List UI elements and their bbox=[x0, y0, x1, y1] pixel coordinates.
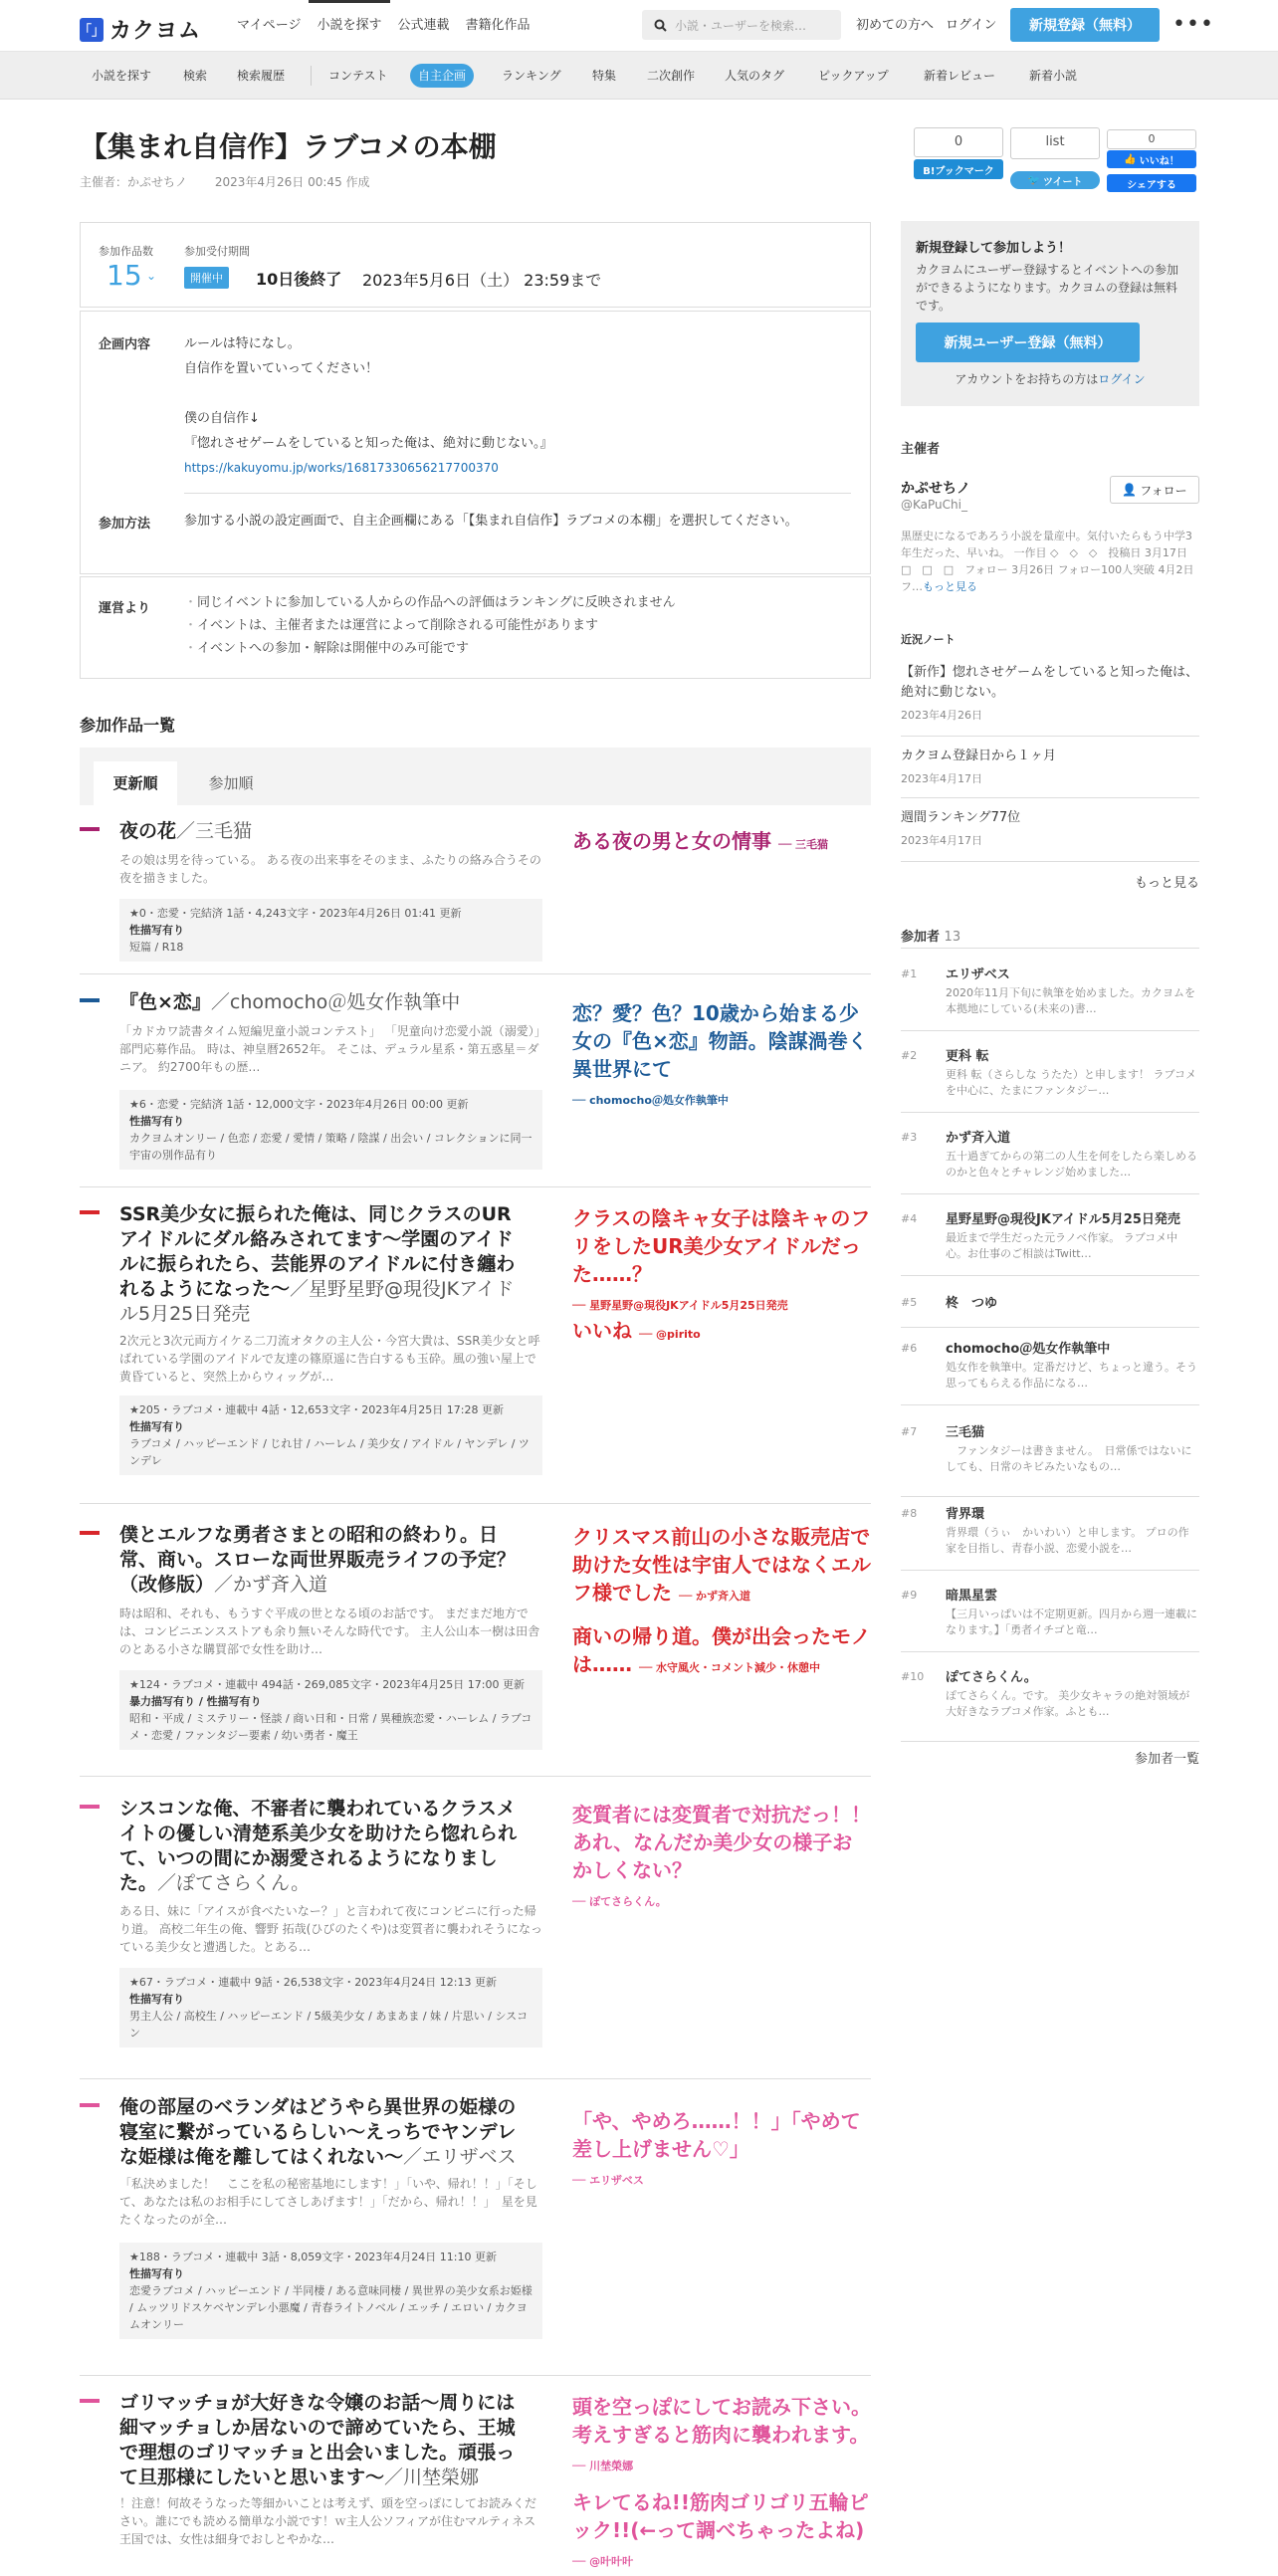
catchphrase: ある夜の男と女の情事 ── 三毛猫 bbox=[572, 829, 829, 853]
subnav-self-project[interactable]: 自主企画 bbox=[410, 64, 474, 88]
method-label: 参加方法 bbox=[99, 517, 151, 532]
tab-updated[interactable]: 更新順 bbox=[94, 761, 177, 805]
twitter-icon: 🐦 bbox=[1027, 174, 1040, 186]
subnav-reviews[interactable]: 新着レビュー bbox=[924, 69, 996, 83]
content-line: 僕の自信作↓ bbox=[184, 411, 260, 426]
register-button[interactable]: 新規登録（無料） bbox=[1010, 8, 1160, 42]
remaining-days: 10日後終了 bbox=[256, 270, 342, 289]
work-stats: ★67・ラブコメ・連載中 9話・26,538文字・2023年4月24日 12:13 更新 bbox=[129, 1976, 497, 1989]
status-badge: 開催中 bbox=[184, 267, 229, 289]
catchphrase: 変質者には変質者で対抗だっ！！あれ、なんだか美少女の様子おかしくない？ ── ぽてさらくん。 bbox=[572, 1803, 871, 1908]
signup-title: 新規登録して参加しよう！ bbox=[916, 241, 1072, 256]
divider bbox=[80, 973, 871, 974]
note-item[interactable]: 【新作】惚れさせゲームをしていると知った俺は、絶対に動じない。 2023年4月26日 bbox=[901, 661, 1199, 737]
signup-button[interactable]: 新規ユーザー登録（無料） bbox=[916, 322, 1140, 362]
more-menu-icon[interactable]: ••• bbox=[1172, 12, 1214, 37]
note-item[interactable]: カクヨム登録日から１ヶ月 2023年4月17日 bbox=[901, 745, 1199, 798]
work-stats: ★6・恋愛・完結済 1話・12,000文字・2023年4月26日 00:00 更新 bbox=[129, 1098, 469, 1111]
work-info bbox=[119, 1968, 542, 2047]
ops-label: 運営より bbox=[99, 601, 151, 616]
work-info bbox=[119, 2243, 542, 2339]
work-desc: 「カドカワ読書タイム短編児童小説コンテスト」 「児童向け恋愛小説（溺愛）」部門応募作品。 時は、神皇暦2652年。 そこは、デュラル星系・第五惑星＝ダニア。 約2700年もの歴… bbox=[119, 1024, 540, 1074]
logo-text: カクヨム bbox=[109, 19, 202, 44]
search-input[interactable] bbox=[642, 10, 841, 40]
work-stats: ★0・恋愛・完結済 1話・4,243文字・2023年4月26日 01:41 更新 bbox=[129, 907, 462, 920]
logo-mark: 「」 bbox=[80, 18, 104, 42]
genre-bar bbox=[80, 1210, 100, 1214]
sidebar-login-link[interactable]: ログイン bbox=[1098, 372, 1146, 386]
work-desc: 「私決めました！ ここを私の秘密基地にします！」「いや、帰れ！！」「そして、あなたは私のお相手にしてさしあげます！」「だから、帰れ！！」 星を見たくなったのが全… bbox=[119, 2177, 537, 2227]
subnav-tags[interactable]: 人気のタグ bbox=[725, 69, 785, 83]
person-add-icon: 👤 bbox=[1122, 483, 1138, 497]
catchphrase: 恋？愛？色？10歳から始まる少女の『色×恋』物語。陰謀渦巻く異世界にて ── chomocho＠処女作執筆中 bbox=[572, 1001, 868, 1107]
fb-share-button[interactable]: シェアする bbox=[1107, 174, 1196, 192]
work-item bbox=[80, 1202, 871, 1491]
subnav-history[interactable]: 検索履歴 bbox=[237, 69, 286, 83]
work-desc: 2次元と3次元両方イケる二刀流オタクの主人公・今宮大貴は、SSR美少女と呼ばれている学園のアイドルで友達の篠原遥に告白するも玉砕。風の強い屋上で黄昏ていると、突然上からウィッグが… bbox=[119, 1334, 540, 1384]
work-title[interactable]: 『色×恋』／chomocho＠処女作執筆中 bbox=[119, 991, 461, 1013]
deadline: 2023年5月6日（土） 23:59まで bbox=[362, 271, 602, 290]
notes-more-link[interactable]: もっと見る bbox=[1134, 876, 1199, 891]
content-blank bbox=[184, 381, 553, 406]
catchphrase: クリスマス前山の小さな販売店で助けた女性は宇宙人ではなくエルフ様でした ── かず斉入道 bbox=[572, 1525, 871, 1605]
content-link[interactable]: https://kakuyomu.jp/works/16817330656217700370 bbox=[184, 461, 499, 475]
work-stats: ★124・ラブコメ・連載中 494話・269,085文字・2023年4月25日 17:00 更新 bbox=[129, 1678, 525, 1691]
ops-item: ・イベントは、主催者または運営によって削除される可能性があります bbox=[184, 618, 599, 633]
hatena-bookmark-button[interactable]: B!ブックマーク bbox=[914, 159, 1003, 179]
organizer-name[interactable]: かぷせちノ bbox=[901, 481, 970, 497]
tweet-button[interactable]: 🐦 ツイート bbox=[1010, 171, 1100, 189]
work-info bbox=[119, 1670, 542, 1750]
participants-heading: 参加者 13 bbox=[901, 930, 961, 945]
work-title[interactable]: シスコンな俺、不審者に襲われているクラスメイトの優しい清楚系美少女を助けたら惚れられて、いつの間にか溺愛されるようになりました。／ぽてさらくん。 bbox=[119, 1798, 518, 1894]
main-nav bbox=[229, 0, 538, 52]
tab-joined[interactable]: 参加順 bbox=[208, 774, 254, 792]
work-title[interactable]: 夜の花／三毛猫 bbox=[119, 820, 253, 842]
work-desc: ！注意！何故そうなった等細かいことは考えず、頭を空っぽにしてお読みください。誰にでも読める簡単な小説です！ｗ主人公ソフィアが住むマルティネス王国では、女性は細身でおしとやかな… bbox=[119, 2496, 537, 2546]
work-item bbox=[80, 1523, 871, 1762]
catchphrase: キレてるね!!筋肉ゴリゴリ五輪ピック!!(←って調べちゃったよね) ── @叶叶叶 bbox=[572, 2490, 869, 2568]
participant-item[interactable]: #1 エリザベス 2020年11月下旬に執筆を始めました。カクヨムを本拠地にしている(未来の)書… bbox=[901, 964, 1199, 1031]
participant-item[interactable]: #10 ぽてさらくん。 ぽてさらくん。です。 美少女キャラの絶対領域が大好きなラブコメ作家。ふとも… bbox=[901, 1666, 1199, 1742]
subnav-divider bbox=[311, 66, 312, 86]
ops-item: ・同じイベントに参加している人からの作品への評価はランキングに反映されません bbox=[184, 595, 676, 610]
divider bbox=[80, 1186, 871, 1187]
ops-item: ・イベントへの参加・解除は開催中のみ可能です bbox=[184, 641, 470, 656]
participant-item[interactable]: #3 かず斉入道 五十過ぎてからの第二の人生を何をしたら楽しめるのかと色々とチャレンジ始めました… bbox=[901, 1127, 1199, 1194]
divider bbox=[80, 2078, 871, 2079]
work-item bbox=[80, 819, 871, 968]
nav-mypage[interactable]: マイページ bbox=[237, 18, 302, 33]
fb-count: 0 bbox=[1107, 129, 1196, 149]
work-author[interactable]: ／エリザベス bbox=[403, 2146, 517, 2168]
subnav-ranking[interactable]: ランキング bbox=[502, 69, 561, 83]
work-item bbox=[80, 2095, 871, 2344]
catchphrase: 商いの帰り道。僕が出会ったモノは…… ── 水守風火・コメント減少・休憩中 bbox=[572, 1624, 871, 1676]
work-tags[interactable]: 短篇 / R18 bbox=[129, 941, 184, 954]
participant-item[interactable]: #7 三毛猫 ファンタジーは書きません。 日常係ではないにしても、日常のキビみたいなもの… bbox=[901, 1421, 1199, 1497]
work-title[interactable]: SSR美少女に振られた俺は、同じクラスのUR アイドルにダル絡みされてます〜学園のアイドルに振られたら、芸能界のアイドルに付き纏われるようになった〜／星野星野@現役JKアイドル5月25日発売 bbox=[119, 1203, 516, 1325]
participants-more-link[interactable]: 参加者一覧 bbox=[1134, 1752, 1199, 1767]
genre-bar bbox=[80, 2399, 100, 2403]
work-author[interactable]: ／三毛猫 bbox=[176, 820, 253, 842]
catchphrase: 頭を空っぽにしてお読み下さい。考えすぎると筋肉に襲われます。 ── 川埜榮娜 bbox=[572, 2395, 871, 2472]
work-rating: 暴力描写有り / 性描写有り bbox=[129, 1695, 262, 1708]
organizer-section bbox=[901, 438, 1205, 593]
catchphrase: クラスの陰キャ女子は陰キャのフリをしたUR美少女アイドルだった……？ ── 星野星野@現役JKアイドル5月25日発売 bbox=[572, 1206, 871, 1312]
work-title[interactable]: 僕とエルフな勇者さまとの昭和の終わり。日常、商い。スローな両世界販売ライフの予定？（改修版）／かず斉入道 bbox=[119, 1524, 516, 1596]
work-desc: その娘は男を待っている。 ある夜の出来事をそのまま、ふたりの絡み合うその夜を描きました。 bbox=[119, 853, 541, 885]
subnav-new-novels[interactable]: 新着小説 bbox=[1029, 69, 1078, 83]
details-box bbox=[80, 311, 871, 574]
work-author[interactable]: ／川埜榮娜 bbox=[384, 2467, 480, 2488]
genre-bar bbox=[80, 998, 100, 1002]
list-button[interactable]: list bbox=[1010, 127, 1100, 159]
work-tags[interactable]: 恋愛ラブコメ / ハッピーエンド / 半同棲 / ある意味同棲 / 異世界の美少女系お姫様 / ムッツリドスケベヤンデレ小悪魔 / 青春ライトノベル / エッチ / エロい / カクヨムオンリー bbox=[129, 2284, 532, 2331]
participant-item[interactable]: #2 更科 転 更科 転（さらしな うたた）と申します！ ラブコメを中心に、たまにファンタジー… bbox=[901, 1045, 1199, 1113]
divider bbox=[80, 1503, 871, 1504]
page-title: 【集まれ自信作】ラブコメの本棚 bbox=[80, 130, 497, 163]
chevron-down-icon[interactable]: ⌄ bbox=[146, 269, 157, 283]
created-date: 2023年4月26日 00:45 作成 bbox=[214, 175, 370, 189]
catchphrase: 「や、やめろ……！！」「やめて差し上げません♡」 ── エリザベス bbox=[572, 2109, 861, 2187]
catchphrase: いいね ── @pirito bbox=[572, 1319, 701, 1343]
work-rating: 性描写有り bbox=[129, 1993, 184, 2006]
work-info bbox=[119, 1090, 542, 1170]
participant-item[interactable]: #8 背界環 背界環（うぃ かいわい）と申します。 プロの作家を目指し、青春小説、恋愛小説を… bbox=[901, 1503, 1199, 1571]
work-rating: 性描写有り bbox=[129, 1420, 184, 1433]
work-stats: ★205・ラブコメ・連載中 4話・12,653文字・2023年4月25日 17:28 更新 bbox=[129, 1403, 504, 1416]
work-author[interactable]: ／ぽてさらくん。 bbox=[157, 1872, 311, 1894]
genre-bar bbox=[80, 827, 100, 831]
genre-bar bbox=[80, 2103, 100, 2107]
content-line: 自信作を置いていってください！ bbox=[184, 361, 379, 376]
organizer-id: @KaPuChi_ bbox=[901, 498, 967, 512]
organizer-bio: 黒歴史になるであろう小説を量産中。気付いたらもう中学3年生だった、早いね。 一作目 ◇ ◇ ◇ 投稿日 3月17日 □ □ □ フォロー 3月26日 フォロー100人突破 4月2日 フ…もっと見る bbox=[901, 530, 1205, 593]
login-link[interactable]: ログイン bbox=[946, 18, 997, 33]
work-author[interactable]: ／chomocho＠処女作執筆中 bbox=[210, 991, 461, 1013]
divider bbox=[80, 2375, 871, 2376]
work-author[interactable]: ／星野星野@現役JKアイドル5月25日発売 bbox=[119, 1278, 515, 1325]
work-tags[interactable]: カクヨムオンリー / 色恋 / 恋愛 / 愛情 / 策略 / 陰謀 / 出会い / コレクションに同一宇宙の別作品有り bbox=[129, 1132, 532, 1162]
bio-more-link[interactable]: もっと見る bbox=[923, 580, 977, 593]
organizer-heading: 主催者 bbox=[901, 442, 941, 457]
ops-box bbox=[80, 576, 871, 679]
fb-like-button[interactable]: 👍 いいね！ bbox=[1107, 150, 1196, 168]
nav-books[interactable]: 書籍化作品 bbox=[465, 18, 531, 33]
thumbs-up-icon: 👍 bbox=[1124, 153, 1137, 165]
works-tabs bbox=[80, 748, 871, 805]
site-header bbox=[0, 0, 1278, 52]
work-info bbox=[119, 1395, 542, 1475]
notes-heading: 近況ノート bbox=[901, 633, 956, 646]
work-item bbox=[80, 990, 871, 1175]
nav-find[interactable]: 小説を探す bbox=[309, 0, 389, 52]
work-item bbox=[80, 1797, 871, 2055]
note-item[interactable]: 週間ランキング77位 2023年4月17日 bbox=[901, 806, 1199, 862]
work-count[interactable]: 15 bbox=[106, 259, 142, 292]
work-tags[interactable]: 昭和・平成 / ミステリー・怪談 / 商い日和・日常 / 異種族恋愛・ハーレム / ラブコメ・恋愛 / ファンタジー要素 / 幼い勇者・魔王 bbox=[129, 1712, 532, 1742]
subnav-feature[interactable]: 特集 bbox=[592, 69, 617, 83]
first-time-link[interactable]: 初めての方へ bbox=[856, 18, 935, 33]
work-desc: 時は昭和、それも、もうすぐ平成の世となる頃のお話です。 まだまだ地方では、コンビニエンスストアも余り無いそんな時代です。 主人公山本一樹は田舎のとある小さな購買部で女性を助け… bbox=[119, 1607, 540, 1656]
work-title[interactable]: 俺の部屋のベランダはどうやら異世界の姫様の寝室に繋がっているらしい〜えっちでヤンデレな姫様は俺を離してはくれない〜／エリザベス bbox=[119, 2096, 517, 2168]
signup-text: カクヨムにユーザー登録するとイベントへの参加ができるようになります。カクヨムの登録は無料です。 bbox=[916, 263, 1179, 313]
search-icon bbox=[654, 19, 667, 32]
work-rating: 性描写有り bbox=[129, 924, 184, 937]
signup-box bbox=[901, 221, 1199, 406]
nav-official[interactable]: 公式連載 bbox=[397, 18, 450, 33]
work-rating: 性描写有り bbox=[129, 2267, 184, 2280]
genre-bar bbox=[80, 1805, 100, 1809]
divider bbox=[184, 493, 851, 494]
work-tags[interactable]: 男主人公 / 高校生 / ハッピーエンド / 5級美少女 / あまあま / 妹 / 片思い / シスコン bbox=[129, 2010, 529, 2039]
participant-item[interactable]: #6 chomocho＠処女作執筆中 処女作を執筆中。定番だけど、ちょっと違う。そう思ってもらえる作品になる… bbox=[901, 1338, 1199, 1405]
divider bbox=[901, 948, 1199, 949]
work-title[interactable]: ゴリマッチョが大好きな令嬢のお話～周りには細マッチョしか居ないので諦めていたら、王城で理想のゴリマッチョと出会いました。頑張って旦那様にしたいと思います～／川埜榮娜 bbox=[119, 2392, 516, 2488]
work-item bbox=[80, 2391, 871, 2568]
site-logo[interactable] bbox=[80, 14, 201, 45]
participant-item[interactable]: #4 星野星野@現役JKアイドル5月25日発売 最近まで学生だった元ラノベ作家。 ラブコメ中心。お仕事のご相談はTwitt… bbox=[901, 1208, 1199, 1276]
subnav-search[interactable]: 検索 bbox=[183, 69, 208, 83]
work-tags[interactable]: ラブコメ / ハッピーエンド / じれ甘 / ハーレム / 美少女 / アイドル / ヤンデレ / ツンデレ bbox=[129, 1437, 530, 1467]
content-line: ルールは特になし。 bbox=[184, 336, 301, 351]
participant-item[interactable]: #5 柊 つゆ bbox=[901, 1292, 1199, 1328]
divider bbox=[80, 1776, 871, 1777]
period-label: 参加受付期間 bbox=[184, 245, 250, 258]
method-text: 参加する小説の設定画面で、自主企画欄にある「【集まれ自信作】ラブコメの本棚」を選択してください。 bbox=[184, 514, 798, 529]
status-box bbox=[80, 222, 871, 308]
content-line: 『惚れさせゲームをしていると知った俺は、絶対に動じない。』 bbox=[184, 436, 553, 451]
subnav-find[interactable]: 小説を探す bbox=[92, 69, 152, 83]
hatena-count: 0 bbox=[914, 127, 1003, 157]
page-meta bbox=[80, 173, 370, 190]
work-stats: ★188・ラブコメ・連載中 3話・8,059文字・2023年4月24日 11:10 更新 bbox=[129, 2251, 497, 2263]
work-rating: 性描写有り bbox=[129, 1115, 184, 1128]
organizer-link[interactable]: かぷせちノ bbox=[127, 175, 188, 189]
account-text: アカウントをお持ちの方はログイン bbox=[955, 372, 1146, 386]
search-placeholder: 小説・ユーザーを検索… bbox=[675, 18, 807, 33]
follow-button[interactable]: 👤 フォロー bbox=[1110, 476, 1199, 504]
subnav-pickup[interactable]: ピックアップ bbox=[818, 69, 889, 83]
work-author[interactable]: ／かず斉入道 bbox=[214, 1574, 328, 1596]
content-label: 企画内容 bbox=[99, 337, 151, 352]
genre-bar bbox=[80, 1531, 100, 1535]
subnav-fanfic[interactable]: 二次創作 bbox=[647, 69, 696, 83]
subnav-contest[interactable]: コンテスト bbox=[328, 69, 388, 83]
works-heading: 参加作品一覧 bbox=[80, 716, 176, 735]
count-label: 参加作品数 bbox=[99, 245, 153, 258]
work-desc: ある日、妹に「アイスが食べたいなー？」と言われて夜にコンビニに行った帰り道。 高校二年生の俺、響野 拓哉(ひびのたくや)は変質者に襲われそうになっている美少女と遭遇した。とある… bbox=[119, 1904, 542, 1954]
work-info bbox=[119, 899, 542, 962]
organizer-prefix: 主催者： bbox=[80, 175, 128, 189]
participant-item[interactable]: #9 暗黒星雲 【三月いっぱいは不定期更新。四月から週一連載になります。】「勇者イチゴと竜… bbox=[901, 1585, 1199, 1652]
sub-nav bbox=[0, 52, 1278, 100]
